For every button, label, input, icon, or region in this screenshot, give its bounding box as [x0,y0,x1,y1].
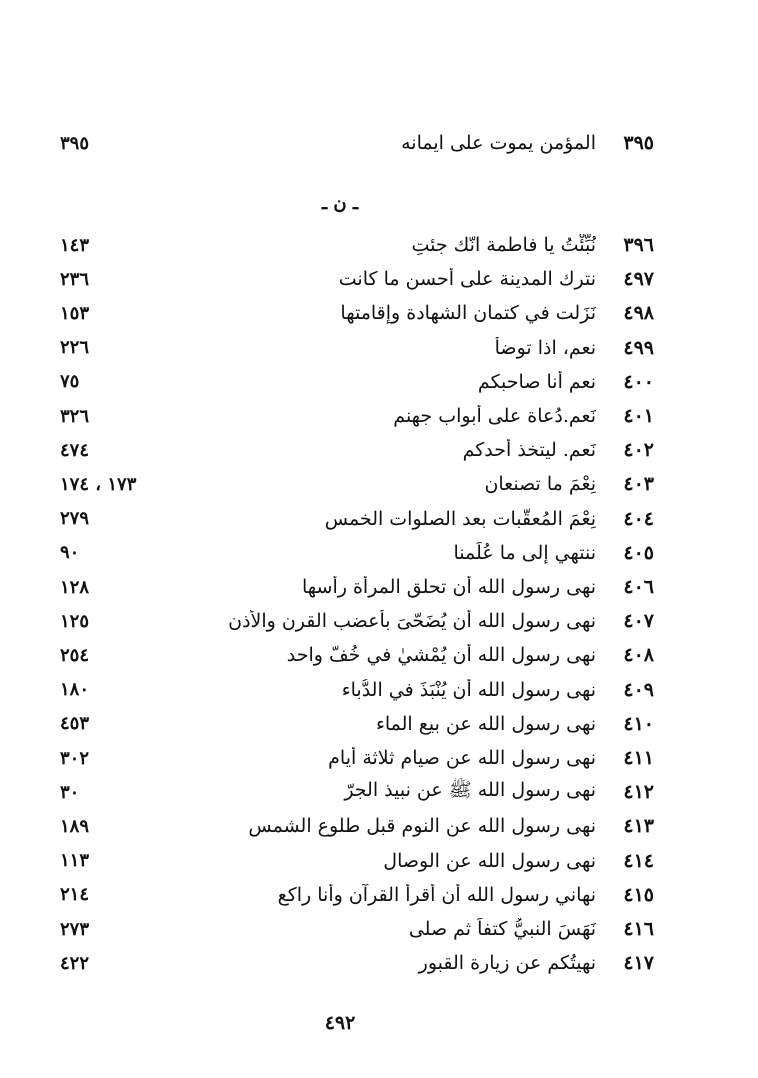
entry-page: ١٨٠ [60,679,90,701]
entry-page: ١٥٣ [60,302,90,324]
entry-page: ١١٣ [60,850,90,872]
entry-text: نَعم. ليتخذ أحدكم [462,439,596,462]
index-entry [60,263,660,295]
index-entry [60,810,660,842]
index-entry [60,742,660,774]
entry-text: نهى رسول الله أن يُضَحّىَ بأعضب القرن والأذن [228,610,596,633]
index-entry [60,674,660,706]
entry-text: نهيتُكم عن زيارة القبور [418,952,596,975]
entry-page: ٣٠ [60,781,80,803]
entry-number: ٤٠١ [623,405,654,427]
entry-text: نترك المدينة على أحسن ما كانت [338,268,596,291]
entry-number: ٤١٧ [623,952,654,975]
entry-text: نَهَسَ النبيُّ كتفاً ثم صلى [408,918,596,940]
index-entry [60,297,660,329]
index-entry [60,845,660,877]
entry-number: ٤١٣ [623,815,654,838]
entry-text: نهى رسول الله عن بيع الماء [375,712,596,735]
entry-number: ٤٠٧ [623,610,654,633]
entry-page: ١٧٣ ، ١٧٤ [60,473,137,495]
entry-text: نِعْمَ ما تصنعان [484,473,596,496]
entry-number: ٤٠٣ [623,473,654,496]
index-entry [60,229,660,261]
entry-number: ٤١٥ [623,883,654,906]
entry-number: ٤٩٨ [623,302,654,325]
index-entry [60,605,660,637]
entry-page: ٢٧٣ [60,918,90,940]
entry-number: ٤١٠ [623,712,654,735]
entry-number: ٤١١ [623,747,654,769]
entry-text: نهى رسول الله ﷺ عن نبيذ الجرّ [344,779,596,802]
entry-page: ٤٧٤ [60,439,90,461]
index-entry [60,434,660,466]
entry-text: نَزَلت في كتمان الشهادة وإقامتها [340,302,596,325]
index-entry [60,468,660,500]
entry-text: نهى رسول الله عن النوم قبل طلوع الشمس [248,815,596,838]
entry-page: ١٤٣ [60,234,90,256]
entry-page: ٣٠٢ [60,747,90,769]
entry-text: نهى رسول الله أن تحلق المرأة رأسها [302,576,596,598]
index-entry [60,537,660,569]
entry-number: ٤٠٠ [623,370,654,393]
index-entry [60,571,660,603]
index-entry [60,913,660,945]
entry-number: ٣٩٦ [623,234,654,256]
index-entry [60,639,660,671]
entry-text: نِعْمَ المُعقَّبات بعد الصلوات الخمس [324,507,596,530]
entry-number: ٤٩٧ [623,268,654,291]
entry-number: ٤٩٩ [623,336,654,359]
entry-page: ١٢٥ [60,610,90,632]
index-entry [60,503,660,535]
entry-number: ٤١٤ [623,849,654,872]
entry-page: ١٢٨ [60,576,90,598]
entry-page: ١٨٩ [60,815,90,837]
entry-number: ٤٠٨ [623,644,654,667]
entry-page: ٣٩٥ [60,132,90,154]
entry-text: نُبِّئْتُ يا فاطمة انّك جئتِ [411,234,596,256]
section-heading: ـ ن ـ [321,193,359,214]
index-entry [60,400,660,432]
entry-page: ٧٥ [60,371,80,393]
index-entry [60,776,660,808]
entry-page: ٢٣٦ [60,268,90,290]
entry-page: ٩٠ [60,542,80,564]
entry-page: ٣٢٦ [60,405,90,427]
index-entry [60,708,660,740]
entry-text: المؤمن يموت على ايمانه [401,132,596,154]
index-entry [60,366,660,398]
page-number: ٤٩٢ [324,1012,356,1034]
entry-text: نهى رسول الله أن يُمْشيٰ في خُفّ واحد [286,644,596,667]
entry-page: ٢١٤ [60,884,90,906]
entry-number: ٤١٦ [623,918,654,940]
entry-page: ٤٥٣ [60,713,90,735]
index-entry [60,332,660,364]
entry-page: ٢٢٦ [60,337,90,359]
entry-number: ٤١٢ [623,781,654,804]
entry-number: ٤٠٢ [623,439,654,462]
entry-page: ٢٥٤ [60,644,90,666]
entry-number: ٤٠٦ [623,576,654,598]
entry-text: نهى رسول الله عن الوصال [383,849,596,872]
entry-page: ٤٢٢ [60,952,90,974]
entry-text: نهاني رسول الله أن أقرأ القرآن وأنا راكع [277,883,596,906]
entry-text: نَعم.دُعاة على أبواب جهنم [393,405,596,427]
index-entry [60,947,660,979]
entry-number: ٤٠٤ [623,507,654,530]
entry-text: نهى رسول الله أن يُنْبَذَ في الدُّباء [341,678,596,701]
entry-text: نعم أنا صاحبكم [477,370,596,393]
entry-number: ٤٠٥ [623,541,654,564]
index-entry-header [60,127,660,159]
entry-text: نعم، اذا توضأ [494,336,596,359]
entry-number: ٤٠٩ [623,678,654,701]
entry-page: ٢٧٩ [60,508,90,530]
entry-number: ٣٩٥ [623,132,654,154]
entry-text: نهى رسول الله عن صيام ثلاثة أيام [328,747,596,769]
entry-text: ننتهي إلى ما عُلِّمنا [453,541,596,564]
index-entry [60,879,660,911]
